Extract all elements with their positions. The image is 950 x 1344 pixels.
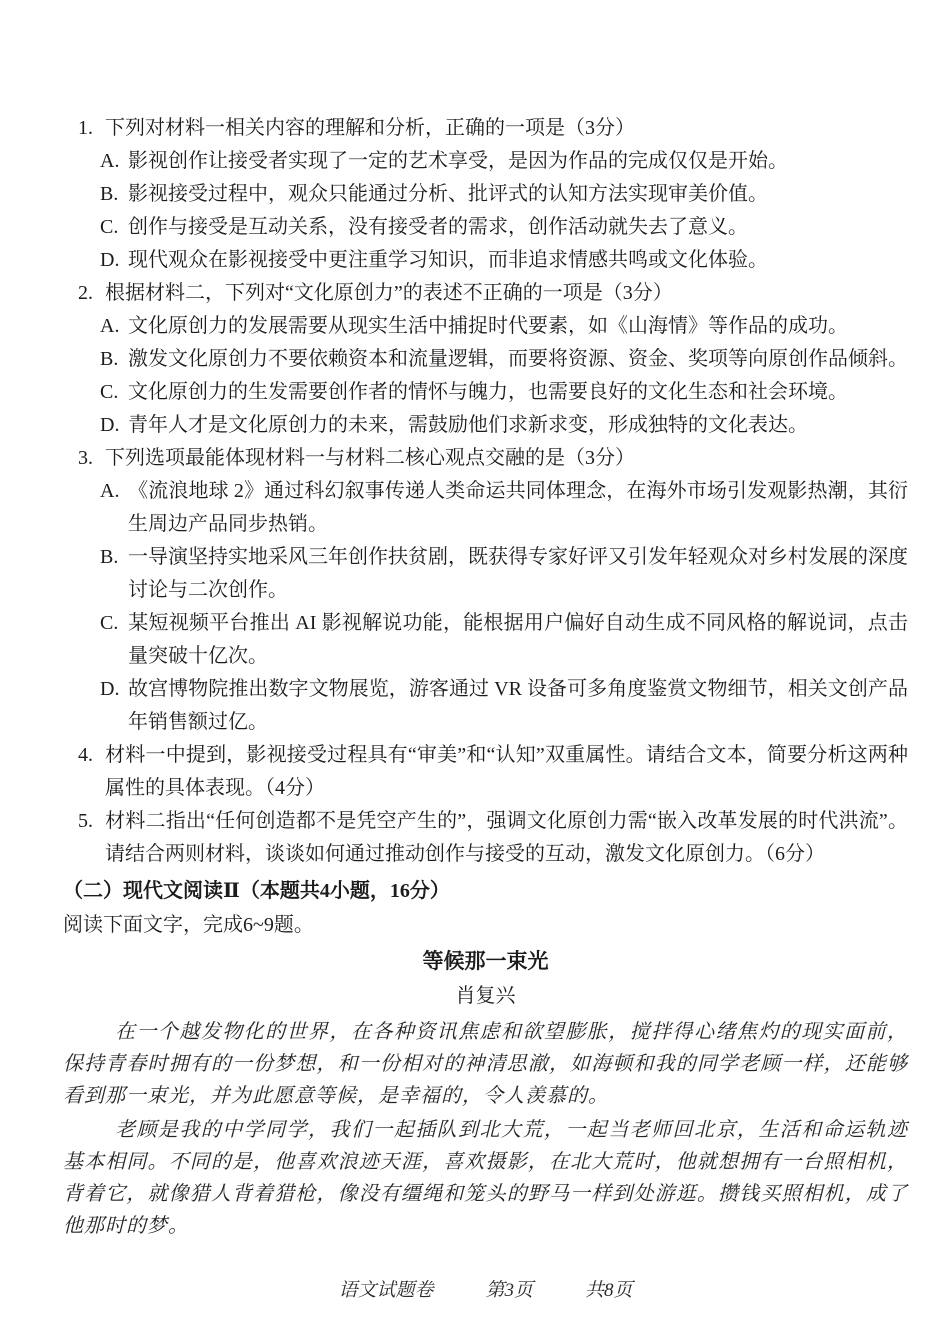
question-stem xyxy=(78,442,908,475)
passage-author: 肖复兴 xyxy=(455,985,516,1007)
question-item xyxy=(78,442,908,739)
question-stem-text: 材料一中提到，影视接受过程具有“审美”和“认知”双重属性。请结合文本，简要分析这两种属性的具体表现。（4分） xyxy=(105,744,908,799)
option-text: 《流浪地球 2》通过科幻叙事传递人类命运共同体理念，在海外市场引发观影热潮，其衍生周边产品同步热销。 xyxy=(128,480,908,535)
question-number: 4. xyxy=(78,744,93,766)
question-stem-text: 下列选项最能体现材料一与材料二核心观点交融的是（3分） xyxy=(105,447,635,469)
option-text: 激发文化原创力不要依赖资本和流量逻辑，而要将资源、资金、奖项等向原创作品倾斜。 xyxy=(128,348,908,370)
option-text: 影视接受过程中，观众只能通过分析、批评式的认知方法实现审美价值。 xyxy=(128,183,768,205)
option-text: 文化原创力的发展需要从现实生活中捕捉时代要素，如《山海情》等作品的成功。 xyxy=(128,315,848,337)
question-item xyxy=(78,277,908,442)
option-label: D. xyxy=(100,414,120,436)
option-label: C. xyxy=(100,381,119,403)
option-item xyxy=(100,211,908,244)
option-item xyxy=(100,178,908,211)
option-label: C. xyxy=(100,216,119,238)
option-item xyxy=(100,376,908,409)
passage-paragraph: 在一个越发物化的世界，在各种资讯焦虑和欲望膨胀，搅拌得心绪焦灼的现实面前，保持青春时拥有的一份梦想，和一份相对的神清思澈，如海顿和我的同学老顾一样，还能够看到那一束光，并为此愿意等候，是幸福的，令人羡慕的。 xyxy=(63,1021,908,1107)
passage-lead: 阅读下面文字，完成6~9题。 xyxy=(63,914,314,936)
question-stem xyxy=(78,112,908,145)
question-stem-text: 材料二指出“任何创造都不是凭空产生的”，强调文化原创力需“嵌入改革发展的时代洪流”。请结合两则材料，谈谈如何通过推动创作与接受的互动，激发文化原创力。（6分） xyxy=(105,810,908,865)
option-label: B. xyxy=(100,183,119,205)
option-label: B. xyxy=(100,546,119,568)
option-label: A. xyxy=(100,315,120,337)
question-stem xyxy=(78,805,908,871)
option-item xyxy=(100,310,908,343)
option-item xyxy=(100,673,908,739)
option-item xyxy=(100,145,908,178)
option-item xyxy=(100,607,908,673)
option-label: C. xyxy=(100,612,119,634)
question-stem xyxy=(78,739,908,805)
page-footer xyxy=(63,1276,908,1306)
option-label: A. xyxy=(100,150,120,172)
question-number: 1. xyxy=(78,117,93,139)
footer-page-number: 第3页 xyxy=(485,1280,533,1301)
question-item xyxy=(78,805,908,871)
option-item xyxy=(100,244,908,277)
footer-total-pages: 共8页 xyxy=(585,1280,633,1301)
option-item xyxy=(100,541,908,607)
option-label: A. xyxy=(100,480,120,502)
option-text: 故宫博物院推出数字文物展览，游客通过 VR 设备可多角度鉴赏文物细节，相关文创产品年销售额过亿。 xyxy=(128,678,908,733)
option-text: 某短视频平台推出 AI 影视解说功能，能根据用户偏好自动生成不同风格的解说词，点击量突破十亿次。 xyxy=(128,612,908,667)
question-stem-text: 根据材料二，下列对“文化原创力”的表述不正确的一项是（3分） xyxy=(105,282,673,304)
question-stem xyxy=(78,277,908,310)
passage-title: 等候那一束光 xyxy=(422,949,549,973)
question-item xyxy=(78,739,908,805)
question-number: 5. xyxy=(78,810,93,832)
option-item xyxy=(100,343,908,376)
exam-content xyxy=(63,112,908,1306)
question-stem-text: 下列对材料一相关内容的理解和分析，正确的一项是（3分） xyxy=(105,117,635,139)
option-label: D. xyxy=(100,249,120,271)
footer-paper-title: 语文试题卷 xyxy=(338,1280,434,1301)
option-text: 一导演坚持实地采风三年创作扶贫剧，既获得专家好评又引发年轻观众对乡村发展的深度讨论与二次创作。 xyxy=(128,546,908,601)
option-label: B. xyxy=(100,348,119,370)
question-number: 2. xyxy=(78,282,93,304)
option-text: 创作与接受是互动关系，没有接受者的需求，创作活动就失去了意义。 xyxy=(128,216,748,238)
section-header: （二）现代文阅读Ⅱ（本题共4小题，16分） xyxy=(63,880,450,902)
question-number: 3. xyxy=(78,447,93,469)
option-item xyxy=(100,475,908,541)
option-text: 现代观众在影视接受中更注重学习知识，而非追求情感共鸣或文化体验。 xyxy=(128,249,768,271)
passage-paragraph: 老顾是我的中学同学，我们一起插队到北大荒，一起当老师回北京，生活和命运轨迹基本相同。不同的是，他喜欢浪迹天涯，喜欢摄影，在北大荒时，他就想拥有一台照相机，背着它，就像猎人背着猎枪，像没有缰绳和笼头的野马一样到处游逛。攒钱买照相机，成了他那时的梦。 xyxy=(63,1119,908,1237)
option-text: 文化原创力的生发需要创作者的情怀与魄力，也需要良好的文化生态和社会环境。 xyxy=(128,381,848,403)
option-text: 影视创作让接受者实现了一定的艺术享受，是因为作品的完成仅仅是开始。 xyxy=(128,150,788,172)
option-text: 青年人才是文化原创力的未来，需鼓励他们求新求变，形成独特的文化表达。 xyxy=(128,414,808,436)
option-item xyxy=(100,409,908,442)
option-label: D. xyxy=(100,678,120,700)
question-item xyxy=(78,112,908,277)
